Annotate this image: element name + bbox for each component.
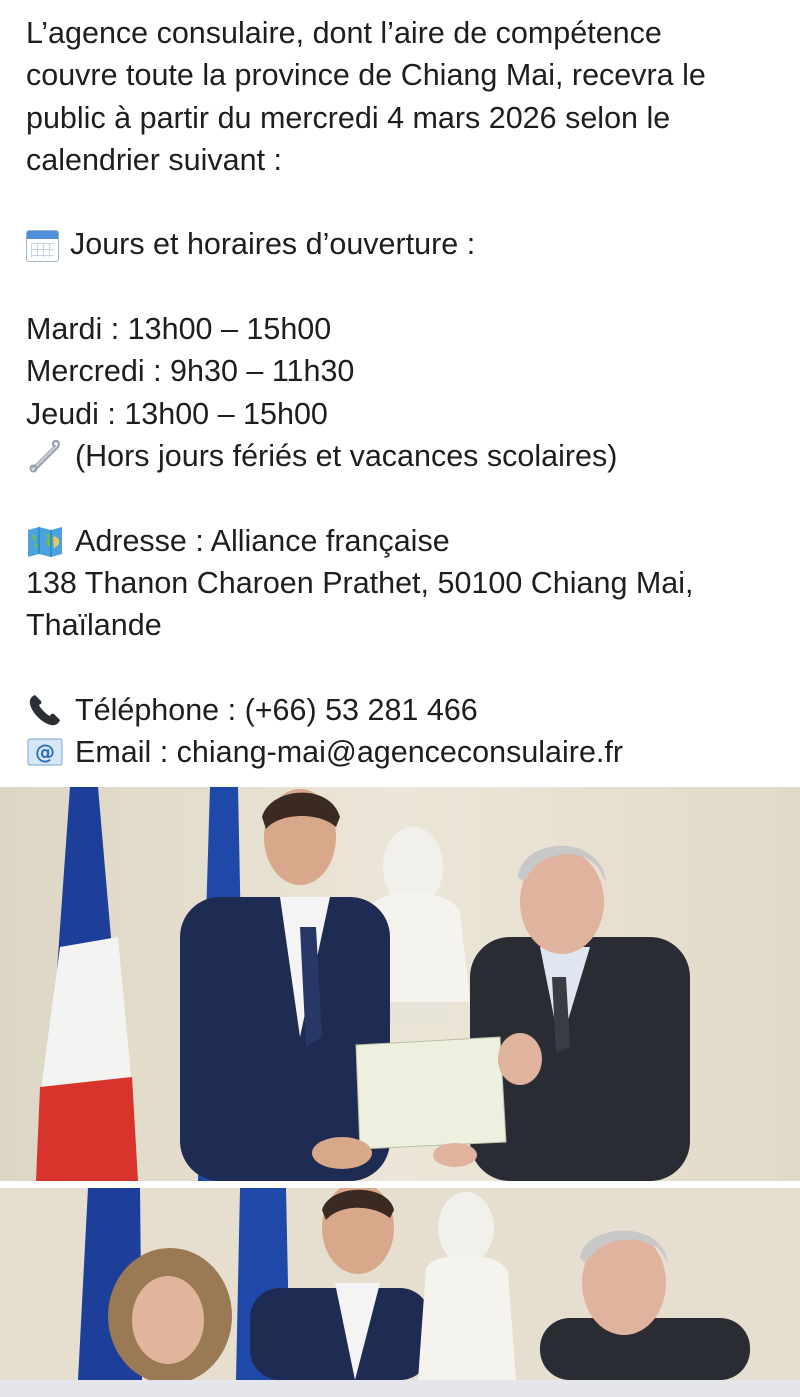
note-text: (Hors jours fériés et vacances scolaires) [75, 438, 618, 473]
spacer [26, 646, 796, 688]
email-row [26, 731, 796, 773]
schedule-wednesday: Mercredi : 9h30 – 11h30 [26, 354, 355, 389]
intro-line-4: calendrier suivant : [26, 142, 282, 177]
email-text[interactable]: Email : chiang-mai@agenceconsulaire.fr [75, 735, 624, 770]
photo-group[interactable] [0, 1188, 800, 1380]
intro-line-2: couvre toute la province de Chiang Mai, recevra le [26, 58, 706, 93]
photo-ceremony[interactable] [0, 787, 800, 1181]
telephone-icon [26, 691, 64, 729]
email-icon [26, 733, 64, 771]
schedule-tuesday: Mardi : 13h00 – 15h00 [26, 312, 332, 347]
phone-row [26, 689, 796, 731]
svg-text:@: @ [35, 740, 55, 765]
phone-text[interactable]: Téléphone : (+66) 53 281 466 [75, 692, 478, 727]
spacer [26, 266, 796, 308]
hours-heading-row [26, 223, 796, 265]
intro-line-3: public à partir du mercredi 4 mars 2026 selon le [26, 100, 671, 135]
intro-line-1: L’agence consulaire, dont l’aire de compétence [26, 16, 662, 50]
address-heading: Adresse : Alliance française [75, 523, 450, 558]
spacer [26, 181, 796, 223]
safety-pin-icon [26, 437, 64, 475]
address-line-1: 138 Thanon Charoen Prathet, 50100 Chiang Mai, [26, 565, 694, 600]
bottom-bar [0, 1380, 800, 1397]
address-line-2: Thaïlande [26, 608, 162, 643]
photo-divider [0, 1181, 800, 1188]
spacer [26, 477, 796, 519]
post-text [26, 12, 796, 773]
calendar-icon [26, 230, 59, 262]
map-icon [26, 522, 64, 560]
schedule-thursday: Jeudi : 13h00 – 15h00 [26, 396, 328, 431]
note-row [26, 435, 796, 477]
address-heading-row [26, 520, 796, 562]
hours-heading: Jours et horaires d’ouverture : [70, 227, 476, 262]
